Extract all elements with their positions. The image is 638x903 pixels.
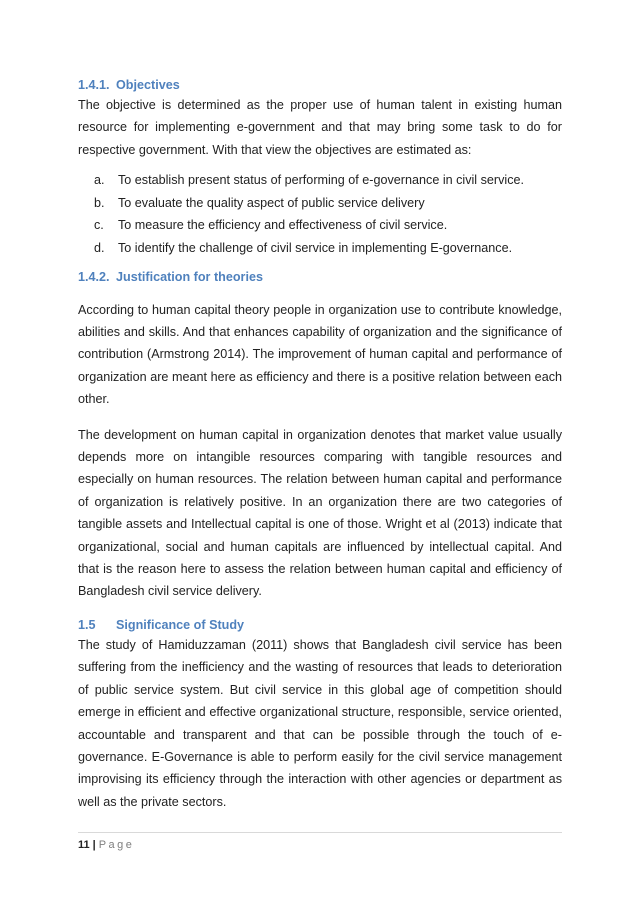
objectives-intro: The objective is determined as the proper use of human talent in existing human resource for implementing e-government and that may bring some task to do for respective government. With that view the objectives are estimated as: [78,98,562,157]
footer-separator: | [92,839,96,851]
list-item-text: To identify the challenge of civil service in implementing E-governance. [118,241,513,255]
page-footer [78,838,134,852]
heading-significance [78,616,562,634]
list-item [94,169,562,192]
list-marker: a. [94,173,105,188]
significance-paragraph: The study of Hamiduzzaman (2011) shows that Bangladesh civil service has been suffering from the inefficiency and the wasting of resources that leads to deterioration of public service system. But civil service in this global age of competition should emerge in efficient and effective organizational structure, responsible, service oriented, accountable and transparent and that can be possible through the touch of e-governance. E-Governance is able to perform easily for the civil service management improvising its efficiency through the interaction with other agencies or department as well as the private sectors. [78,637,562,809]
heading-number: 1.5 [78,617,96,632]
heading-number: 1.4.2. [78,269,110,284]
list-marker: c. [94,218,104,233]
page-content [78,76,562,813]
footer-rule [78,832,562,833]
heading-justification [78,268,562,286]
heading-number: 1.4.1. [78,78,110,92]
list-item-text: To establish present status of performing of e-governance in civil service. [118,173,524,188]
page-number: 11 [78,839,90,851]
list-item-text: To evaluate the quality aspect of public service delivery [118,195,425,210]
list-marker: b. [94,195,105,210]
list-item [94,237,562,260]
justification-paragraph-1: According to human capital theory people in organization use to contribute knowledge, abilities and skills. And that enhances capability of organization and the significance of contribution (Armstrong 2014). The improvement of human capital and performance of organization are meant here as efficiency and there is a positive relation between each other. [78,302,562,407]
list-item [94,192,562,215]
page-label: Page [98,839,135,851]
list-item [94,214,562,237]
heading-title: Objectives [116,78,180,92]
list-item-text: To measure the efficiency and effectiveness of civil service. [118,218,448,233]
objectives-list [78,169,562,259]
list-marker: d. [94,241,105,255]
heading-title: Justification for theories [116,269,263,284]
justification-paragraph-2: The development on human capital in organization denotes that market value usually depends more on intangible resources comparing with tangible resources and especially on human resources. The relation between human capital and performance of organization is relatively positive. In an organization there are two categories of tangible assets and Intellectual capital is one of those. Wright et al (2013) indicate that organizational, social and human capitals are influenced by intellectual capital. And that is the reason here to assess the relation between human capital and efficiency of Bangladesh civil service delivery. [78,427,562,599]
heading-title: Significance of Study [116,617,245,632]
heading-objectives [78,76,562,94]
